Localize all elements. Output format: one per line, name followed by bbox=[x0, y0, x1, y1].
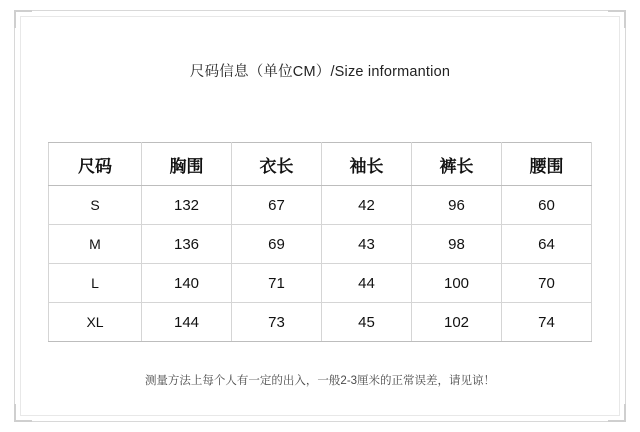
column-header-length: 衣长 bbox=[232, 143, 322, 186]
table-row bbox=[49, 225, 592, 264]
cell-bust: 140 bbox=[142, 264, 232, 303]
cell-sleeve: 42 bbox=[322, 186, 412, 225]
table-row bbox=[49, 264, 592, 303]
cell-waist: 64 bbox=[502, 225, 592, 264]
cell-length: 67 bbox=[232, 186, 322, 225]
cell-pants-length: 102 bbox=[412, 303, 502, 342]
cell-size: M bbox=[49, 225, 142, 264]
cell-pants-length: 100 bbox=[412, 264, 502, 303]
size-table bbox=[48, 142, 592, 342]
cell-size: S bbox=[49, 186, 142, 225]
size-table-container bbox=[48, 142, 592, 342]
cell-size: XL bbox=[49, 303, 142, 342]
measurement-note: 测量方法上每个人有一定的出入，一般2-3厘米的正常误差，请见谅！ bbox=[144, 375, 496, 387]
cell-bust: 132 bbox=[142, 186, 232, 225]
size-table-body bbox=[49, 186, 592, 342]
cell-waist: 70 bbox=[502, 264, 592, 303]
cell-sleeve: 44 bbox=[322, 264, 412, 303]
cell-bust: 144 bbox=[142, 303, 232, 342]
cell-sleeve: 43 bbox=[322, 225, 412, 264]
cell-bust: 136 bbox=[142, 225, 232, 264]
cell-length: 69 bbox=[232, 225, 322, 264]
column-header-bust: 胸围 bbox=[142, 143, 232, 186]
cell-pants-length: 98 bbox=[412, 225, 502, 264]
page-title: 尺码信息（单位CM）/Size informantion bbox=[189, 64, 451, 80]
corner-ornament-bottom-right bbox=[608, 404, 626, 422]
cell-length: 71 bbox=[232, 264, 322, 303]
table-row bbox=[49, 186, 592, 225]
corner-ornament-top-right bbox=[608, 10, 626, 28]
cell-waist: 74 bbox=[502, 303, 592, 342]
column-header-waist: 腰围 bbox=[502, 143, 592, 186]
corner-ornament-top-left bbox=[14, 10, 32, 28]
column-header-pants-length: 裤长 bbox=[412, 143, 502, 186]
cell-pants-length: 96 bbox=[412, 186, 502, 225]
column-header-sleeve: 袖长 bbox=[322, 143, 412, 186]
cell-length: 73 bbox=[232, 303, 322, 342]
column-header-size: 尺码 bbox=[49, 143, 142, 186]
table-header-row bbox=[49, 143, 592, 186]
cell-size: L bbox=[49, 264, 142, 303]
table-row bbox=[49, 303, 592, 342]
size-table-head bbox=[49, 143, 592, 186]
cell-sleeve: 45 bbox=[322, 303, 412, 342]
corner-ornament-bottom-left bbox=[14, 404, 32, 422]
cell-waist: 60 bbox=[502, 186, 592, 225]
